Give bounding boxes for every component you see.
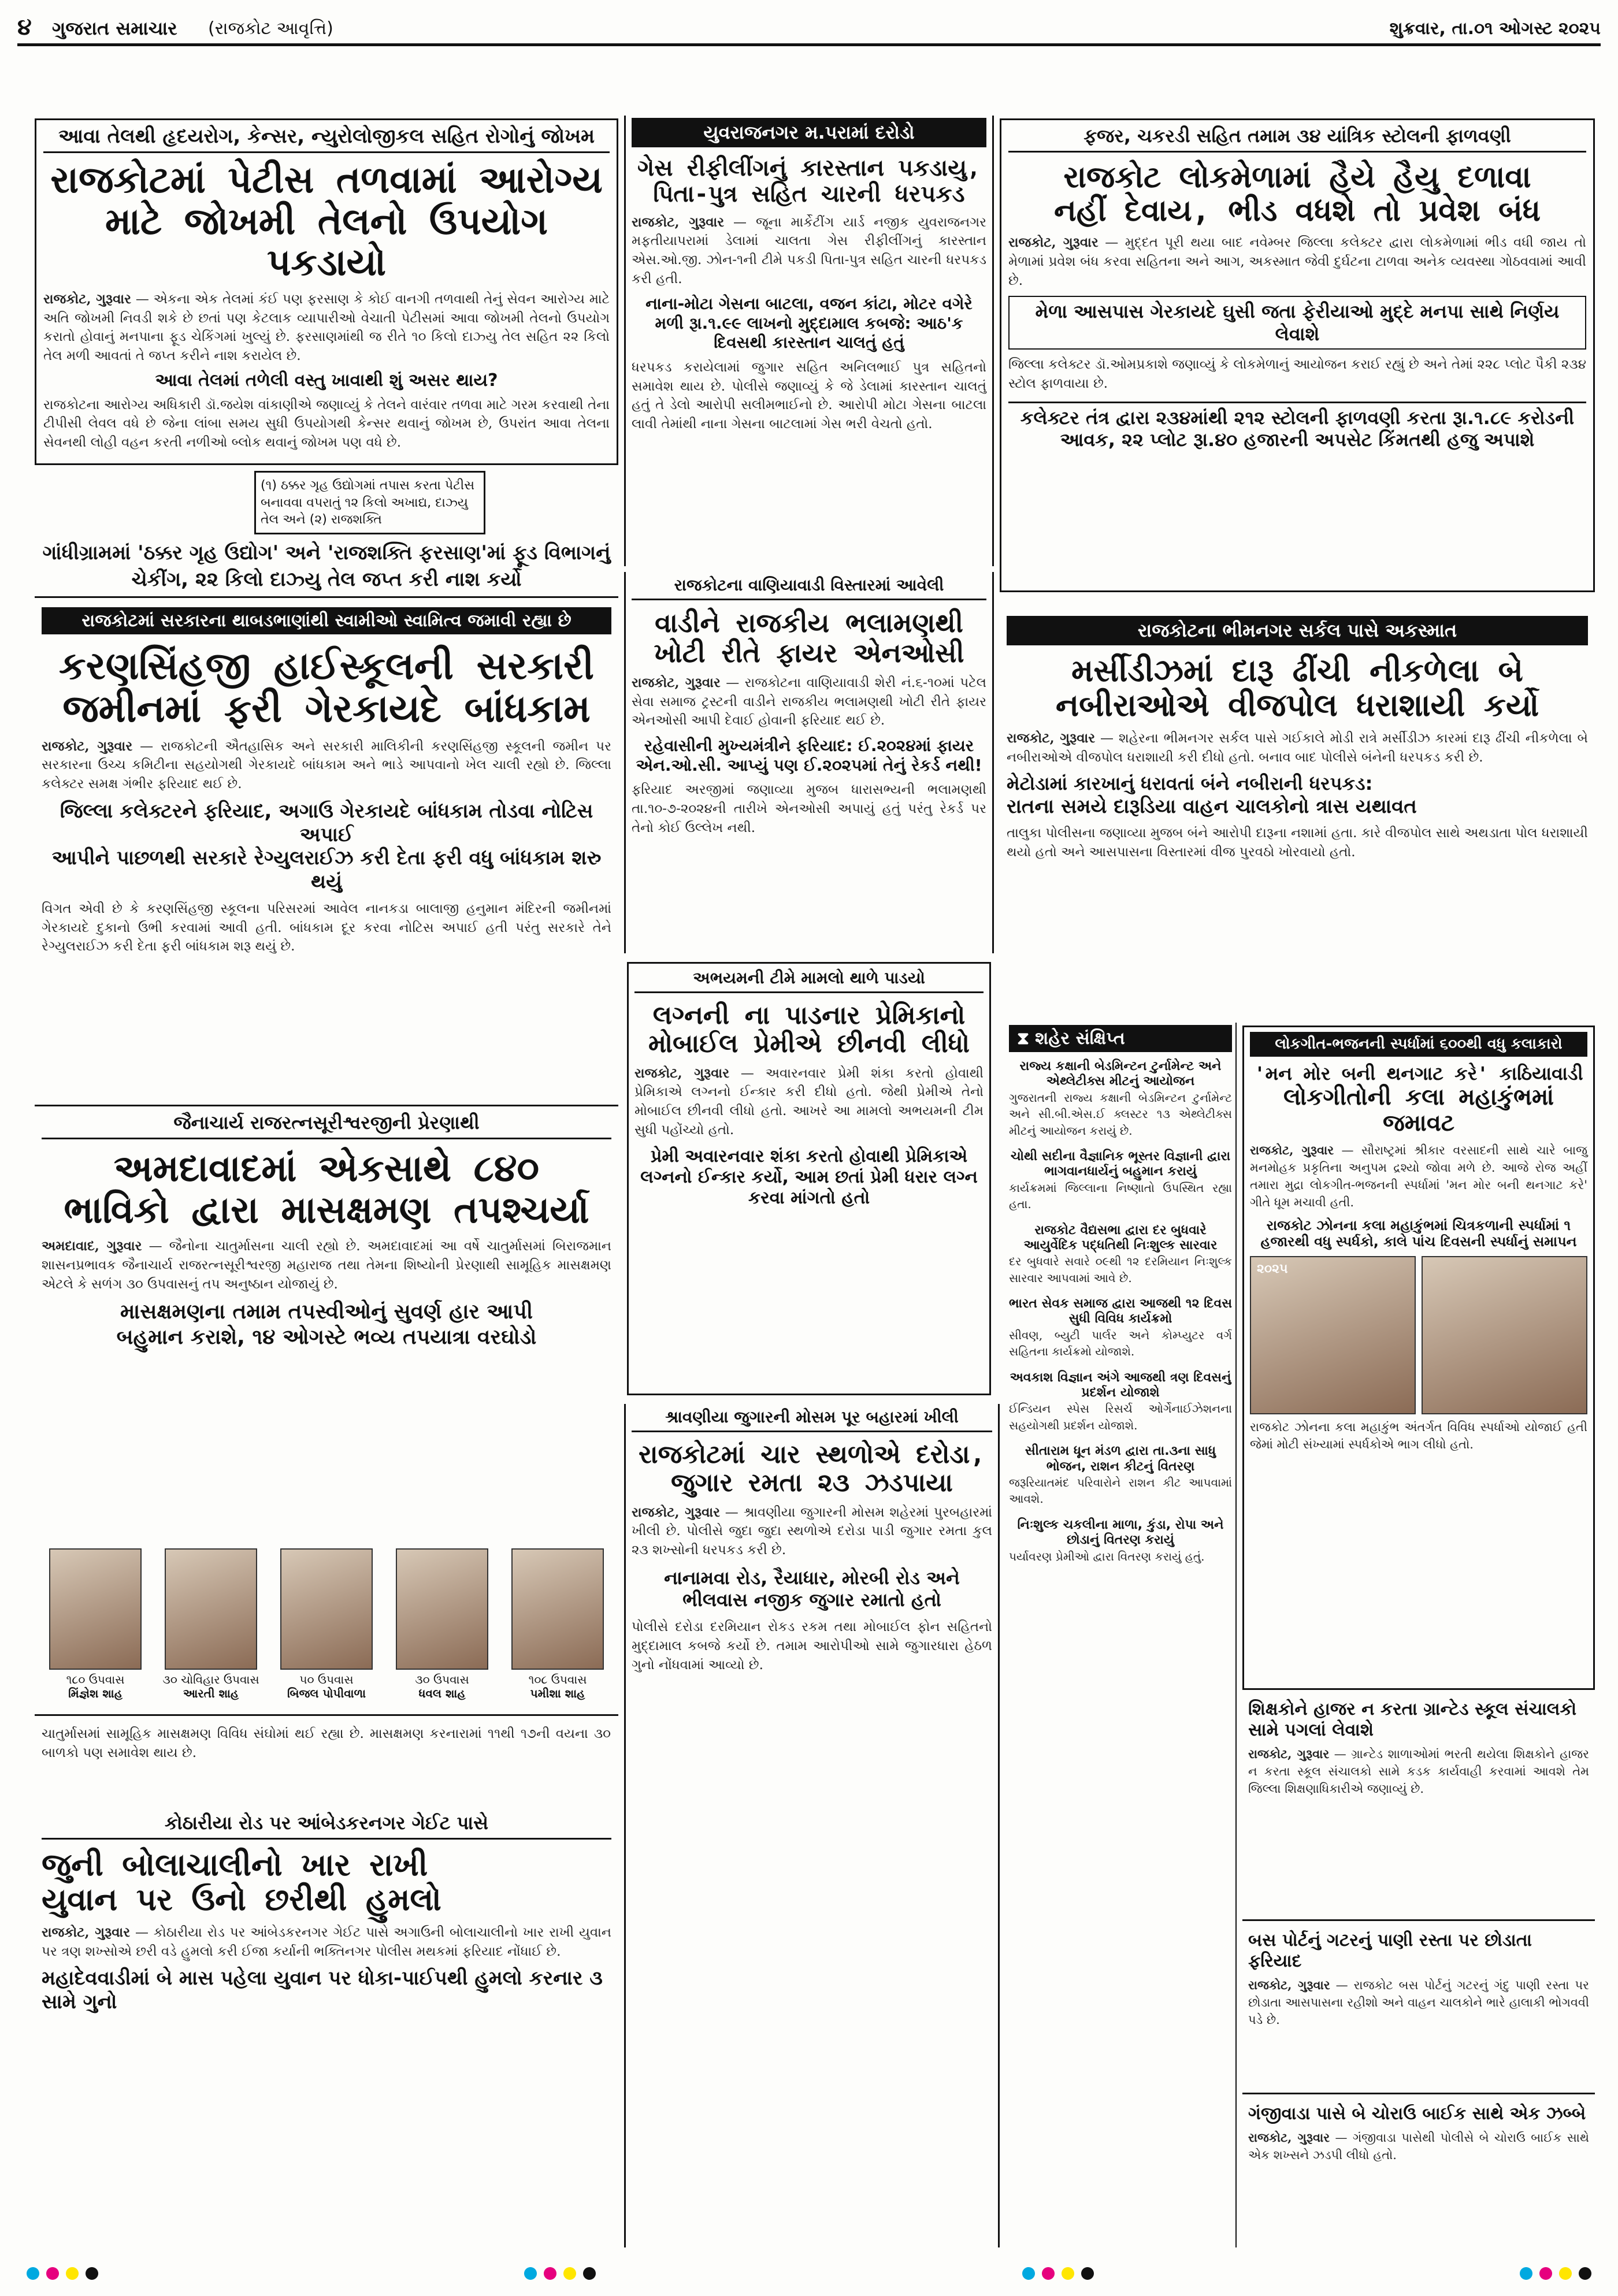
story-grant-schools [1242, 1696, 1595, 1921]
story-headline: અમદાવાદમાં એકસાથે ૮૪૦ [113, 1147, 540, 1190]
story-headline: માટે જોખમી તેલનો ઉપયોગ પકડાયો [105, 200, 548, 285]
story-oil-patties [35, 118, 618, 465]
story-kicker: ફજર, ચકરડી સહિત તમામ ૩૪ યાંત્રિક સ્ટોલની ફાળવણી [1008, 125, 1586, 153]
story-headline: રાજકોટમાં ચાર સ્થળોએ દરોડા, [639, 1440, 985, 1469]
story-body: તાલુકા પોલીસના જણાવ્યા મુજબ બંને આરોપી દારૂના નશામાં હતા. કારે વીજપોલ સાથે અથડાતા પોલ ધરાશાયી થયો હતો અને આસપાસના વિસ્તારમાં વીજ પુરવઠો ખોરવાયો હતો. [1007, 826, 1588, 860]
tapasvi-photo [49, 1548, 142, 1670]
tapasvi-card [156, 1548, 266, 1713]
story-subhead: મહાદેવવાડીમાં બે માસ પહેલા યુવાન પર ધોકા-પાઈપથી હુમલો કરનાર ૩ સામે ગુનો [42, 1967, 603, 2014]
story-body: પોલીસે દરોડા દરમિયાન રોકડ રકમ તથા મોબાઈલ ફોન સહિતનો મુદ્દામાલ કબજે કર્યો છે. તમામ આરોપીઓ સામે જુગારધારા હેઠળ ગુનો નોંધવામાં આવ્યો છે. [632, 1619, 992, 1673]
story-subhead: પ્રેમી અવારનવાર શંકા કરતો હોવાથી પ્રેમિકાએ લગ્નનો ઈન્કાર કર્યો, આમ છતાં પ્રેમી ધરાર લગ્ન કરવા માંગતો હતો [640, 1146, 978, 1209]
story-headline: ખોટી રીતે ફાયર એનઓસી [654, 637, 964, 668]
story-body: ફરિયાદ અરજીમાં જણાવ્યા મુજબ ધારાસભ્યની ભલામણથી તા.૧૦-૭-૨૦૨૪ની તારીખે એનઓસી અપાયું હતું પરંતુ રેકર્ડ પર તેનો કોઈ ઉલ્લેખ નથી. [632, 782, 986, 835]
story-body: રાજકોટ, ગુરૂવાર — શહેરના ભીમનગર સર્કલ પાસે ગઈકાલે મોડી રાત્રે મર્સીડીઝ કારમાં દારૂ ઢીંચી નીકળેલા બે નબીરાઓએ વીજપોલ ધરાશાયી કરી દીધો હતો. બનાવ બાદ પોલીસે બંનેની ધરપકડ કરી છે. [1007, 730, 1589, 765]
performer-photo [1422, 1256, 1587, 1414]
brief-item: રાજ્ય કક્ષાની બેડમિન્ટન ટુર્નામેન્ટ અને એથ્લેટીક્સ મીટનું આયોજન ગુજરાતની રાજ્ય કક્ષાની બેડમિન્ટન ટુર્નામેન્ટ અને સી.બી.એસ.ઈ ક્લસ્ટર ૧૩ એથ્લેટીક્સ મીટનું આયોજન કરાયું છે. [1009, 1059, 1232, 1138]
story-gas-refilling [624, 116, 994, 566]
brief-item: નિઃશુલ્ક ચકલીના માળા, કુંડા, રોપા અને છોડાનું વિતરણ કરાયું પર્યાવરણ પ્રેમીઓ દ્વારા વિતરણ કરાયું હતું. [1009, 1517, 1224, 1563]
story-headline: નહીં દેવાય, ભીડ વધશે તો પ્રવેશ બંધ [1054, 194, 1541, 229]
story-subhead: નાના-મોટા ગેસના બાટલા, વજન કાંટા, મોટર વગેરે મળી રૂા.૧.૯૯ લાખનો મુદ્દામાલ કબજે: આઠ'ક દિવસથી કારસ્તાન ચાલતું હતું [645, 294, 973, 352]
tapasvi-card [40, 1548, 150, 1713]
story-headline: મોબાઈલ પ્રેમીએ છીનવી લીધો [648, 1029, 970, 1059]
city-briefs [1005, 1023, 1237, 2247]
story-gambling-raids [624, 1404, 1000, 2247]
story-body: રાજકોટ, ગુરૂવાર — શ્રાવણીયા જુગારની મોસમ શહેરમાં પુરબહારમાં ખીલી છે. પોલીસે જુદા જુદા સ્થળોએ દરોડા પાડી જુગાર રમતા કુલ ૨૩ શખ્સોની ધરપકડ કરી છે. [632, 1504, 992, 1558]
brief-item: સીતારામ ધૂન મંડળ દ્વારા તા.૩ના સાધુ ભોજન, રાશન કીટનું વિતરણ જરૂરિયાતમંદ પરિવારોને રાશન કીટ આપવામાં આવશે. [1009, 1444, 1232, 1506]
story-bus-port [1242, 1927, 1595, 2094]
story-subhead: મેટોડામાં કારખાનું ધરાવતાં બંને નબીરાની ધરપકડ: [1007, 772, 1373, 795]
story-headline: યુવાન પર ઉનો છરીથી હુમલો [42, 1881, 441, 1918]
folk-photos [1250, 1256, 1587, 1414]
story-body: રાજકોટ, ગુરૂવાર — અવારનવાર પ્રેમી શંકા કરતો હોવાથી પ્રેમિકાએ લગ્નનો ઈન્કાર કરી દીધો હતો. જેથી પ્રેમીએ તેનો મોબાઈલ છીનવી લીધો હતો. આખરે આ મામલો અભયમની ટીમ સુધી પહોંચ્યો હતો. [634, 1065, 984, 1138]
edition: (રાજકોટ આવૃત્તિ) [208, 18, 333, 39]
note-box [254, 471, 485, 534]
story-knife-attack [35, 1808, 618, 2247]
story-kicker: રાજકોટમાં સરકારના થાબડભાણાંથી સ્વામીઓ સ્વામિત્વ જમાવી રહ્યા છે [42, 607, 611, 634]
story-body: ચાતુર્માસમાં સામૂહિક માસક્ષમણ વિવિધ સંઘોમાં થઈ રહ્યા છે. માસક્ષમણ કરનારામાં ૧૧થી ૧૭ની વયના ૩૦ બાળકો પણ સમાવેશ થાય છે. [42, 1726, 611, 1760]
issue-date: શુક્રવાર, તા.૦૧ ઓગસ્ટ ૨૦૨૫ [1389, 18, 1601, 39]
story-body: રાજકોટ ઝોનના કલા મહાકુંભ અંતર્ગત વિવિધ સ્પર્ધાઓ યોજાઈ હતી જેમાં મોટી સંખ્યામાં સ્પર્ધકોએ ભાગ લીધો હતો. [1250, 1420, 1587, 1452]
story-headline: પિતા-પુત્ર સહિત ચારની ધરપકડ [653, 180, 965, 207]
dateline: રાજકોટ, ગુરૂવાર [43, 291, 132, 307]
story-subhead: રાતના સમયે દારૂડિયા વાહન ચાલકોનો ત્રાસ યથાવત [1007, 794, 1417, 818]
tapasvi-photo [396, 1548, 488, 1670]
story-headline: જમીનમાં ફરી ગેરકાયદે બાંધકામ [62, 686, 591, 731]
tapasvi-photos [35, 1548, 618, 1716]
story-body: રાજકોટ, ગુરૂવાર — રાજકોટની ઐતહાસિક અને સરકારી માલિકીની કરણસિંહજી સ્કૂલની જમીન પર સરકારના ઉચ્ચ કમિટીના સહયોગથી ગેરકાયદે બાંધકામ અને ભાડે આપવાનો ખેલ ચાલી રહ્યો છે. જિલ્લા કલેક્ટર સમક્ષ ગંભીર ફરિયાદ થઈ છે. [42, 738, 611, 792]
reg-group [1019, 2267, 1097, 2282]
story-lokmela [1000, 118, 1595, 592]
story-body: રાજકોટ, ગુરૂવાર — ગંજીવાડા પાસેથી પોલીસે બે ચોરાઉ બાઈક સાથે એક શખ્સને ઝડપી લીધો હતો. [1248, 2130, 1589, 2162]
story-masakshaman [35, 1109, 618, 1543]
brief-item: ચોથી સદીના વૈજ્ઞાનિક ભૂસ્તર વિજ્ઞાની દ્વારા ભાગવાનધાર્યનું બહુમાન કરાયું કાર્યક્રમમાં જિલ્લાના નિષ્ણાતો ઉપસ્થિત રહ્યા હતા. [1009, 1149, 1232, 1212]
reg-group [1516, 2267, 1595, 2282]
tapasvi-card [503, 1548, 613, 1713]
page-number: ૪ [17, 14, 32, 40]
photo-badge: ૨૦૨૫ [1257, 1262, 1288, 1277]
story-folk-song [1242, 1026, 1595, 1690]
story-body: અમદાવાદ, ગુરૂવાર — જૈનોના ચાતુર્માસના ચાલી રહ્યો છે. અમદાવાદમાં આ વર્ષે ચાતુર્માસમાં બિરાજમાન શાસનપ્રભાવક જૈનાચાર્ય રાજરત્નસૂરીશ્વરજી મહારાજ તથા તેમના શિષ્યોની પ્રેરણાથી સામૂહિક માસક્ષમણ એટલે કે સળંગ ૩૦ ઉપવાસનું તપ અનુષ્ઠાન યોજાયું છે. [42, 1238, 611, 1292]
story-headline: નબીરાઓએ વીજપોલ ધરાશાયી કર્યો [1055, 687, 1539, 724]
brief-item: રાજકોટ વૈદ્યસભા દ્વારા દર બુધવારે આયુર્વેદિક પદ્ધતિથી નિઃશુલ્ક સારવાર દર બુધવારે સવારે ૦૯થી ૧૨ દરમિયાન નિઃશુલ્ક સારવાર આપવામાં આવે છે. [1009, 1223, 1232, 1285]
story-body: રાજકોટ, ગુરૂવાર — રાજકોટના વાણિયાવાડી શેરી નં.૬-૧૦માં પટેલ સેવા સમાજ ટ્રસ્ટની વાડીને રાજકીય ભલામણથી ખોટી રીતે ફાયર એનઓસી આપી દેવાઈ હોવાની ફરિયાદ થઈ છે. [632, 675, 987, 729]
story-subhead: રાજકોટ ઝોનના કલા મહાકુંભમાં ચિત્રકળાની સ્પર્ધામાં ૧ હજારથી વધુ સ્પર્ધકો, કાલે પાંચ દિવસની સ્પર્ધાનું સમાપન [1260, 1217, 1577, 1250]
story-kicker: જૈનાચાર્ય રાજરત્નસૂરીશ્વરજીની પ્રેરણાથી [42, 1112, 611, 1139]
tapasvi-photo [280, 1548, 373, 1670]
story-headline: બસ પોર્ટનું ગટરનું પાણી રસ્તા પર છોડાતા ફરિયાદ [1248, 1930, 1532, 1971]
story-body: ધરપકડ કરાયેલામાં જુગાર સહિત અનિલભાઈ પુત્ર સહિતનો સમાવેશ થાય છે. પોલીસે જણાવ્યું કે જે ડેલામાં કારસ્તાન ચાલતું હતું તે ડેલો આરોપી સલીમભાઈનો છે. આરોપી મોટા ગેસના બાટલા લાવી તેમાંથી નાના ગેસના બાટલામાં ગેસ ભરી વેચતો હતો. [632, 360, 986, 432]
paper-name: ગુજરાત સમાચાર [52, 17, 177, 39]
tapasvi-card [387, 1548, 497, 1713]
story-headline: જુની બોલાચાલીનો ખાર રાખી [42, 1847, 428, 1883]
story-mercedes-accident [1000, 612, 1595, 1011]
story-subhead: બહુમાન કરાશે, ૧૪ ઓગસ્ટે ભવ્ય તપયાત્રા વરઘોડો [116, 1325, 537, 1349]
masthead [17, 12, 1601, 46]
story-abhayam [627, 962, 991, 1395]
tapasvi-card [272, 1548, 381, 1713]
tapasvi-caption: ૫૦ ઉપવાસ બિજલ પોપીવાળા [287, 1673, 366, 1700]
story-body: વિગત એવી છે કે કરણસિંહજી સ્કૂલના પરિસરમાં આવેલ નાનકડા બાલાજી હનુમાન મંદિરની જમીનમાં ગેરકાયદે દુકાનો ઉભી કરવામાં આવી હતી. બાંધકામ દૂર કરવા નોટિસ અપાઈ હતી પરંતુ સરકારે તેને રેગ્યુલરાઈઝ કરી દેતા ફરી બાંધકામ શરૂ થયું છે. [42, 901, 611, 954]
story-subhead: આપીને પાછળથી સરકારે રેગ્યુલરાઈઝ કરી દેતા ફરી વધુ બાંધકામ શરુ થયું [51, 846, 602, 894]
story-body: રાજકોટ, ગુરૂવાર — એકના એક તેલમાં કંઈ પણ ફરસાણ કે કોઈ વાનગી તળવાથી તેનું સેવન આરોગ્ય માટે અતિ જોખમી નિવડી શકે છે છતાં પણ કેટલાક વ્યાપારીઓ વેચાતી પેટીસમાં આવા જોખમી તેલનો ઉપયોગ કરાતો હોવાનું મનપાના ફૂડ ચેકિંગમાં ખુલ્યું છે. ફરસાણમાંથી જ રીતે ૧૦ કિલો દાઝ્યુ તેલ સહિત ૨૨ કિલો તેલ મળી આવતાં તે જપ્ત કરીને નાશ કરાયેલ છે. [43, 291, 610, 363]
story-bottom-line: કલેક્ટર તંત્ર દ્વારા ૨૩૪માંથી ૨૧૨ સ્ટોલની ફાળવણી કરતા રૂા.૧.૮૯ કરોડની આવક, ૨૨ પ્લોટ રૂા.૪૦ હજારની અપસેટ કિંમતથી હજુ અપાશે [1008, 402, 1586, 451]
brief-item: અવકાશ વિજ્ઞાન અંગે આજથી ત્રણ દિવસનું પ્રદર્શન યોજાશે ઈન્ડિયન સ્પેસ રિસર્ચ ઓર્ગેનાઈઝેશનના સહયોગથી પ્રદર્શન યોજાશે. [1009, 1370, 1232, 1432]
story-body: રાજકોટના આરોગ્ય અધિકારી ડૉ.જયેશ વાંકાણીએ જણાવ્યું કે તેલને વારંવાર તળવા માટે ગરમ કરવાથી તેના ટીપીસી લેવલ વધે છે જેના લાંબા સમય સુધી ઉપયોગથી કેન્સર થવાનું જોખમ છે, ઉપરાંત આવા તેલના સેવનથી લોહી વહન કરતી નળીઓ બ્લોક થવાનું જોખમ પણ વધે છે. [43, 397, 610, 450]
story-headline: 'મન મોર બની થનગાટ કરે' કાઠિયાવાડી [1254, 1062, 1583, 1084]
story-subhead: જિલ્લા કલેક્ટરને ફરિયાદ, અગાઉ ગેરકાયદે બાંધકામ તોડવા નોટિસ અપાઈ [60, 799, 593, 846]
hourglass-icon: ⧗ [1017, 1028, 1030, 1049]
story-headline: ગેસ રીફીલીંગનું કારસ્તાન પકડાયુ, [637, 155, 981, 181]
story-kicker: કોઠારીયા રોડ પર આંબેડકરનગર ગેઈટ પાસે [42, 1812, 611, 1840]
story-kicker: લોકગીત-ભજનની સ્પર્ધામાં ૬૦૦થી વધુ કલાકારો [1250, 1032, 1587, 1057]
story-headline: કરણસિંહજી હાઈસ્કૂલની સરકારી [59, 644, 594, 688]
story-body: રાજકોટ, ગુરૂવાર — કોઠારીયા રોડ પર આંબેડકરનગર ગેઈટ પાસે અગાઉની બોલાચાલીનો ખાર રાખી યુવાન પર ત્રણ શખ્સોએ છરી વડે હુમલો કરી ઈજા કર્યાની ભક્તિનગર પોલીસ મથકમાં ફરિયાદ નોંધાઈ છે. [42, 1924, 611, 1959]
story-headline: ગંજીવાડા પાસે બે ચોરાઉ બાઈક સાથે એક ઝબ્બે [1248, 2104, 1586, 2124]
reg-group [521, 2267, 599, 2282]
story-subhead: માસક્ષમણના તમામ તપસ્વીઓનું સુવર્ણ હાર આપી [120, 1300, 533, 1324]
story-subhead: નાનામવા રોડ, રૈયાધાર, મોરબી રોડ અને ભીલવાસ નજીક જુગાર રમાતો હતો [664, 1566, 960, 1611]
story-headline: લોકગીતોની કલા મહાકુંભમાં જમાવટ [1283, 1083, 1554, 1136]
story-headline: મર્સીડીઝમાં દારૂ ઢીંચી નીકળેલા બે [1071, 652, 1523, 689]
reg-group [23, 2267, 102, 2282]
story-headline: રાજકોટ લોકમેળામાં હૈયે હૈયુ દળાવા [1063, 160, 1531, 195]
story-kicker: રાજકોટના ભીમનગર સર્કલ પાસે અકસ્માત [1007, 616, 1588, 645]
story-subhead: રહેવાસીની મુખ્યમંત્રીને ફરિયાદ: ઈ.૨૦૨૪માં ફાયર એન.ઓ.સી. આપ્યું પણ ઈ.૨૦૨૫માં તેનું રેકર્ડ નથી! [636, 736, 982, 775]
briefs-header: ⧗ શહેર સંક્ષિપ્ત [1009, 1025, 1232, 1052]
note-text: (૧) ઠક્કર ગૃહ ઉદ્યોગમાં તપાસ કરતા પેટીસ બનાવવા વપરાતું ૧૨ કિલો અખાદ્ય, દાઝ્યુ તેલ અને (૨) રાજશક્તિ [261, 478, 475, 527]
story-karansinhji-school [35, 604, 618, 1106]
story-body: રાજકોટ, ગુરૂવાર — મુદ્દત પૂરી થયા બાદ નવેમ્બર જિલ્લા કલેક્ટર દ્વારા લોકમેળામાં ભીડ વધી જાય તો મેળામાં પ્રવેશ બંધ કરવા સહિતના અને આગ, અકસ્માત જેવી દુર્ઘટના ટાળવા અનેક વ્યવસ્થા ગોઠવવામાં આવી છે. [1008, 235, 1587, 288]
story-subhead: મેળા આસપાસ ગેરકાયદે ઘુસી જતા ફેરીયાઓ મુદ્દે મનપા સાથે નિર્ણય લેવાશે [1008, 296, 1586, 350]
story-body: રાજકોટ, ગુરૂવાર — સૌરાષ્ટ્રમાં શ્રીકાર વરસાદની સાથે ચારે બાજુ મનમોહક પ્રકૃતિના અનુપમ દ્રશ્યો જોવા મળે છે. આજે રોજ અહીં તમારા મુદ્રા લોકગીત-ભજનની સ્પર્ધામાં 'મન મોર બની થનગાટ કરે' ગીતે ધૂમ મચાવી હતી. [1250, 1143, 1587, 1209]
story-fire-noc [624, 572, 994, 953]
story-kicker: યુવરાજનગર મ.પરામાં દરોડો [632, 118, 986, 147]
tapasvi-photo [165, 1548, 257, 1670]
tapasvi-caption: ૧૦૮ ઉપવાસ પમીશા શાહ [528, 1673, 587, 1700]
story-body: રાજકોટ, ગુરૂવાર — રાજકોટ બસ પોર્ટનું ગટરનું ગંદુ પાણી રસ્તા પર છોડાતા આસપાસના રહીશો અને વાહન ચાલકોને ભારે હાલાકી ભોગવવી પડે છે. [1248, 1978, 1589, 2027]
registration-marks [23, 2265, 1595, 2284]
story-headline: ભાવિકો દ્વારા માસક્ષમણ તપશ્ચર્યા [64, 1188, 589, 1232]
story-body: જિલ્લા કલેક્ટર ડૉ.ઓમપ્રકાશે જણાવ્યું કે લોકમેળાનું આયોજન કરાઈ રહ્યું છે અને તેમાં ૨૨૮ પ્લોટ પૈકી ૨૩૪ સ્ટોલ ફાળવાયા છે. [1008, 357, 1586, 391]
tapasvi-caption: ૩૦ ચોવિહાર ઉપવાસ આરતી શાહ [162, 1673, 259, 1700]
story-headline: શિક્ષકોને હાજર ન કરતા ગ્રાન્ટેડ સ્કૂલ સંચાલકો સામે પગલાં લેવાશે [1248, 1699, 1577, 1740]
tapasvi-caption: ૩૦ ઉપવાસ ધવલ શાહ [415, 1673, 469, 1700]
story-bottom-line: ગાંધીગ્રામમાં 'ઠક્કર ગૃહ ઉદ્યોગ' અને 'રાજશક્તિ ફરસાણ'માં ફૂડ વિભાગનું ચેકીંગ, ૨૨ કિલો દાઝ્યુ તેલ જપ્ત કરી નાશ કર્યો [35, 540, 618, 598]
tapasvi-caption: ૧૮૦ ઉપવાસ મિંજ્ઞેશ શાહ [66, 1673, 125, 1700]
story-headline: વાડીને રાજકીય ભલામણથી [655, 607, 963, 638]
performer-photo [1250, 1256, 1416, 1414]
story-kicker: આવા તેલથી હૃદયરોગ, કેન્સર, ન્યુરોલોજીકલ સહિત રોગોનું જોખમ [43, 125, 610, 153]
story-kicker: અભયમની ટીમે મામલો થાળે પાડયો [634, 968, 984, 993]
story-headline: રાજકોટમાં પેટીસ તળવામાં આરોગ્ય [50, 159, 603, 202]
tapasvi-photo [511, 1548, 604, 1670]
story-body: રાજકોટ, ગુરૂવાર — ગ્રાન્ટેડ શાળાઓમાં ભરતી થયેલા શિક્ષકોને હાજર ન કરતા સ્કૂલ સંચાલકો સામે કડક કાર્યવાહી કરવામાં આવશે તેમ જિલ્લા શિક્ષણાધિકારીએ જણાવ્યું છે. [1248, 1747, 1589, 1796]
story-stolen-bikes [1242, 2100, 1595, 2247]
story-kicker: રાજકોટના વાણિયાવાડી વિસ્તારમાં આવેલી [632, 575, 986, 600]
story-kicker: શ્રાવણીયા જુગારની મોસમ પૂર બહારમાં ખીલી [632, 1407, 992, 1432]
story-subhead: આવા તેલમાં તળેલી વસ્તુ ખાવાથી શું અસર થાય? [155, 370, 498, 391]
story-headline: લગ્નની ના પાડનાર પ્રેમિકાનો [652, 1001, 966, 1030]
story-headline: જુગાર રમતા ૨૩ ઝડપાયા [671, 1468, 953, 1498]
brief-item: ભારત સેવક સમાજ દ્વારા આજથી ૧૨ દિવસ સુધી વિવિધ કાર્યક્રમો સીવણ, બ્યુટી પાર્લર અને કોમ્પ્યુટર વર્ગ સહિતના કાર્યક્રમો યોજાશે. [1009, 1296, 1233, 1359]
story-body: રાજકોટ, ગુરૂવાર — જૂના માર્કેટીંગ યાર્ડ નજીક યુવરાજનગર મફતીયાપરામાં ડેલામાં ચાલતા ગેસ રીફીલીંગનું કારસ્તાન એસ.ઓ.જી. ઝોન-૧ની ટીમે પકડી પિતા-પુત્ર સહિત ચારની ધરપકડ કરી હતી. [632, 214, 986, 287]
